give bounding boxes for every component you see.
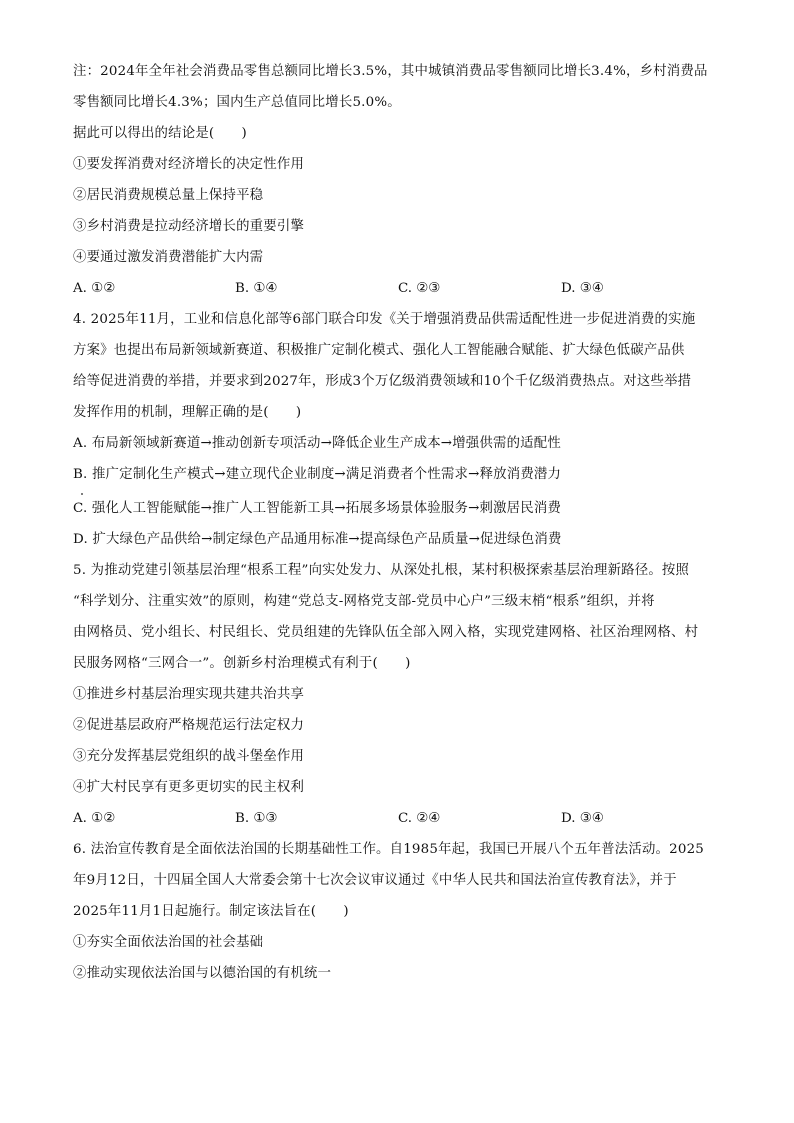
q3-choices <box>73 279 723 299</box>
q3-statement: ④要通过激发消费潜能扩大内需 <box>73 250 264 265</box>
q5-statement: ①推进乡村基层治理实现共建共治共享 <box>73 687 305 702</box>
q5-stem-line: “科学划分、注重实效”的原则，构建“党总支-网格党支部-党员中心户”三级末梢“根系”组织，并将 <box>73 594 655 609</box>
q4-option-b[interactable]: B. 推广定制化生产模式→建立现代企业制度→满足消费者个性需求→释放消费潜力 <box>73 467 562 482</box>
q3-stem: 据此可以得出的结论是( ) <box>73 126 247 141</box>
q4-stem-line: 4. 2025年11月，工业和信息化部等6部门联合印发《关于增强消费品供需适配性进一步促进消费的实施 <box>73 312 696 327</box>
stray-dot-mark <box>81 493 83 495</box>
q4-option-c[interactable]: C. 强化人工智能赋能→推广人工智能新工具→拓展多场景体验服务→刺激居民消费 <box>73 501 562 516</box>
q4-stem-line: 方案》也提出布局新领域新赛道、积极推广定制化模式、强化人工智能融合赋能、扩大绿色低碳产品供 <box>73 343 685 358</box>
q6-statement: ①夯实全面依法治国的社会基础 <box>73 935 264 950</box>
q3-statement: ①要发挥消费对经济增长的决定性作用 <box>73 157 305 172</box>
q3-choice-d[interactable]: D. ③④ <box>561 281 604 296</box>
q5-choice-d[interactable]: D. ③④ <box>561 811 604 826</box>
q5-choice-a[interactable]: A. ①② <box>73 811 116 826</box>
q5-statement: ③充分发挥基层党组织的战斗堡垒作用 <box>73 749 305 764</box>
note-line: 注：2024年全年社会消费品零售总额同比增长3.5%，其中城镇消费品零售额同比增长3.4%，乡村消费品 <box>73 64 708 79</box>
q4-option-a[interactable]: A. 布局新领域新赛道→推动创新专项活动→降低企业生产成本→增强供需的适配性 <box>73 436 561 451</box>
q5-statement: ②促进基层政府严格规范运行法定权力 <box>73 718 305 733</box>
q3-choice-b[interactable]: B. ①④ <box>235 281 278 296</box>
q6-stem-line: 6. 法治宣传教育是全面依法治国的长期基础性工作。自1985年起，我国已开展八个五年普法活动。2025 <box>73 842 705 857</box>
q5-statement: ④扩大村民享有更多更切实的民主权利 <box>73 780 305 795</box>
q5-stem-line: 由网格员、党小组长、村民组长、党员组建的先锋队伍全部入网入格，实现党建网格、社区治理网格、村 <box>73 625 699 640</box>
note-line: 零售额同比增长4.3%；国内生产总值同比增长5.0%。 <box>73 95 401 110</box>
q5-stem-line: 民服务网格“三网合一”。创新乡村治理模式有利于( ) <box>73 656 411 671</box>
q5-choice-b[interactable]: B. ①③ <box>235 811 278 826</box>
q3-statement: ③乡村消费是拉动经济增长的重要引擎 <box>73 219 305 234</box>
q6-stem-line: 年9月12日，十四届全国人大常委会第十七次会议审议通过《中华人民共和国法治宣传教育法》，并于 <box>73 873 677 888</box>
q5-stem-line: 5. 为推动党建引领基层治理“根系工程”向实处发力、从深处扎根，某村积极探索基层治理新路径。按照 <box>73 563 690 578</box>
q3-choice-a[interactable]: A. ①② <box>73 281 116 296</box>
q6-statement: ②推动实现依法治国与以德治国的有机统一 <box>73 966 332 981</box>
exam-page <box>73 62 723 984</box>
q4-stem-line: 发挥作用的机制，理解正确的是( ) <box>73 405 302 420</box>
q4-option-d[interactable]: D. 扩大绿色产品供给→制定绿色产品通用标准→提高绿色产品质量→促进绿色消费 <box>73 532 562 547</box>
q3-statement: ②居民消费规模总量上保持平稳 <box>73 188 264 203</box>
q5-choices <box>73 809 723 829</box>
q3-choice-c[interactable]: C. ②③ <box>398 281 441 296</box>
q5-choice-c[interactable]: C. ②④ <box>398 811 441 826</box>
q6-stem-line: 2025年11月1日起施行。制定该法旨在( ) <box>73 904 349 919</box>
q4-stem-line: 给等促进消费的举措，并要求到2027年，形成3个万亿级消费领域和10个千亿级消费热点。对这些举措 <box>73 374 692 389</box>
